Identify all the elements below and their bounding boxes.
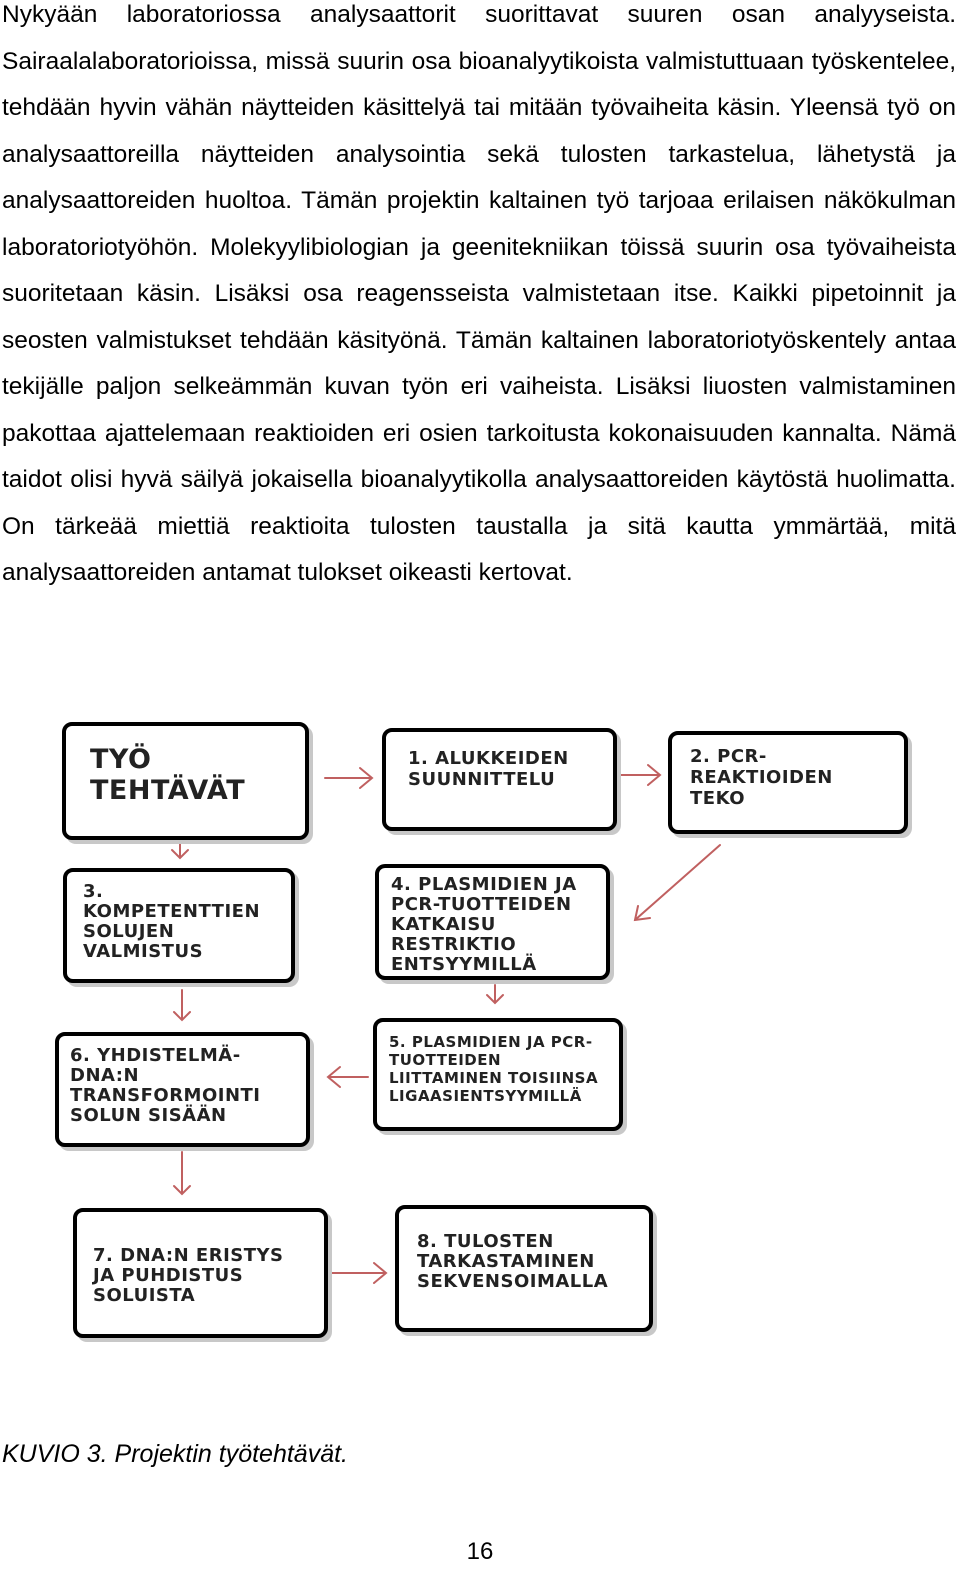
step-8-box: 8. TULOSTEN TARKASTAMINEN SEKVENSOIMALLA bbox=[395, 1205, 653, 1332]
arrow-6-to-7 bbox=[174, 1152, 190, 1194]
arrow-title-to-1 bbox=[325, 768, 372, 788]
arrow-3-to-6 bbox=[174, 990, 190, 1020]
step-2-box: 2. PCR- REAKTIOIDEN TEKO bbox=[668, 731, 908, 834]
arrow-7-to-8 bbox=[330, 1263, 386, 1283]
arrow-5-to-6 bbox=[328, 1067, 368, 1087]
step-7-box: 7. DNA:N ERISTYS JA PUHDISTUS SOLUISTA bbox=[73, 1208, 328, 1338]
step-6-box: 6. YHDISTELMÄ- DNA:N TRANSFORMOINTI SOLUN SISÄÄN bbox=[55, 1032, 310, 1147]
arrow-2-to-4 bbox=[635, 845, 720, 920]
step-5-box: 5. PLASMIDIEN JA PCR- TUOTTEIDEN LIITTAMINEN TOISIINSA LIGAASIENTSYYMILLÄ bbox=[373, 1018, 623, 1131]
step-1-box: 1. ALUKKEIDEN SUUNNITTELU bbox=[382, 728, 617, 831]
title-box: TYÖ TEHTÄVÄT bbox=[62, 722, 309, 840]
workflow-diagram bbox=[0, 700, 960, 1380]
arrow-title-to-3 bbox=[172, 840, 188, 858]
arrow-4-to-5 bbox=[487, 985, 503, 1003]
step-3-box: 3. KOMPETENTTIEN SOLUJEN VALMISTUS bbox=[63, 868, 295, 983]
arrow-1-to-2 bbox=[615, 765, 660, 785]
page-number: 16 bbox=[466, 1538, 494, 1565]
body-text bbox=[2, 0, 956, 597]
paragraph: Nykyään laboratoriossa analysaattorit suorittavat suuren osan analyyseista. Sairaalalaboratorioissa, missä suurin osa bioanalyytikoista valmistuttuaan työskentelee, tehdään hyvin vähän näytteiden käsittelyä tai mitään työvaiheita käsin. Yleensä työ on analysaattoreilla näytteiden analysointia sekä tulosten tarkastelua, lähetystä ja analysaattoreiden huoltoa. Tämän projektin kaltainen työ tarjoaa erilaisen näkökulman laboratoriotyöhön. Molekyylibiologian ja geenitekniikan töissä suurin osa työvaiheista suoritetaan käsin. Lisäksi osa reagensseista valmistetaan itse. Kaikki pipetoinnit ja seosten valmistukset tehdään käsityönä. Tämän kaltainen laboratoriotyöskentely antaa tekijälle paljon selkeämmän kuvan työn eri vaiheista. Lisäksi liuosten valmistaminen pakottaa ajattelemaan reaktioiden eri osien tarkoitusta kokonaisuuden kannalta. Nämä taidot olisi hyvä säilyä jokaisella bioanalyytikolla analysaattoreiden käytöstä huolimatta. On tärkeää miettiä reaktioita tulosten taustalla ja sitä kautta ymmärtää, mitä analysaattoreiden antamat tulokset oikeasti kertovat. bbox=[2, 1, 956, 586]
figure-caption: KUVIO 3. Projektin työtehtävät. bbox=[2, 1440, 348, 1468]
step-4-box: 4. PLASMIDIEN JA PCR-TUOTTEIDEN KATKAISU RESTRIKTIO ENTSYYMILLÄ bbox=[375, 864, 610, 980]
